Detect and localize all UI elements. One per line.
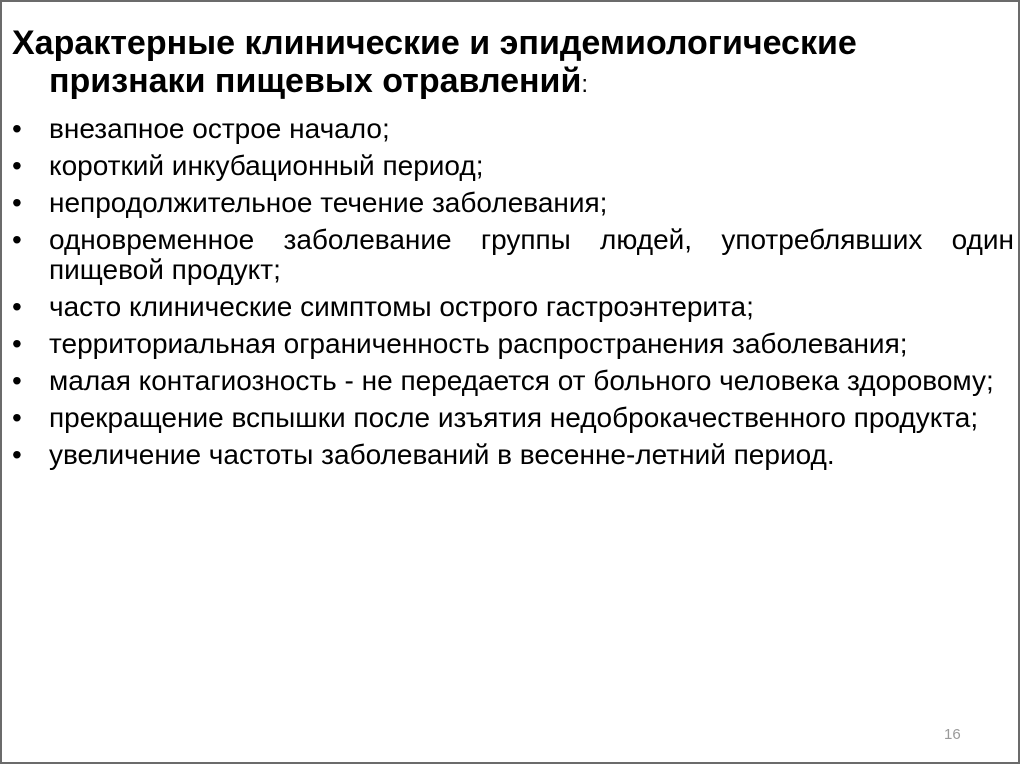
list-item-text: непродолжительное течение заболевания; [49,187,608,218]
list-item [12,151,1014,181]
bullet-icon: • [12,365,22,396]
slide-title [12,24,1012,104]
list-item-text: внезапное острое начало; [49,113,390,144]
bullet-list [12,114,1014,477]
list-item-text: короткий инкубационный период; [49,150,484,181]
list-item-text: малая контагиозность - не передается от больного человека здоровому; [49,365,994,396]
slide-title-colon: : [581,71,589,98]
bullet-icon: • [12,291,22,322]
list-item-text: одновременное заболевание группы людей, употреблявших один пищевой продукт; [49,224,1014,285]
bullet-icon: • [12,150,22,181]
bullet-icon: • [12,439,22,470]
bullet-icon: • [12,187,22,218]
list-item [12,114,1014,144]
list-item [12,329,1014,359]
bullet-icon: • [12,113,22,144]
bullet-icon: • [12,328,22,359]
bullet-icon: • [12,402,22,433]
slide-title-line1: Характерные клинические и эпидемиологические [12,24,857,62]
list-item [12,292,1014,322]
list-item-text: часто клинические симптомы острого гастроэнтерита; [49,291,754,322]
list-item [12,366,1014,396]
list-item [12,225,1014,285]
slide-title-line2 [12,62,1012,104]
list-item [12,403,1014,433]
list-item-text: увеличение частоты заболеваний в весенне-летний период. [49,439,835,470]
slide-title-line2-text: признаки пищевых отравлений [49,62,582,100]
list-item-text: прекращение вспышки после изъятия недоброкачественного продукта; [49,402,979,433]
bullet-icon: • [12,224,22,255]
page-number: 16 [944,726,961,743]
list-item-text: территориальная ограниченность распространения заболевания; [49,328,908,359]
list-item [12,188,1014,218]
list-item [12,440,1014,470]
